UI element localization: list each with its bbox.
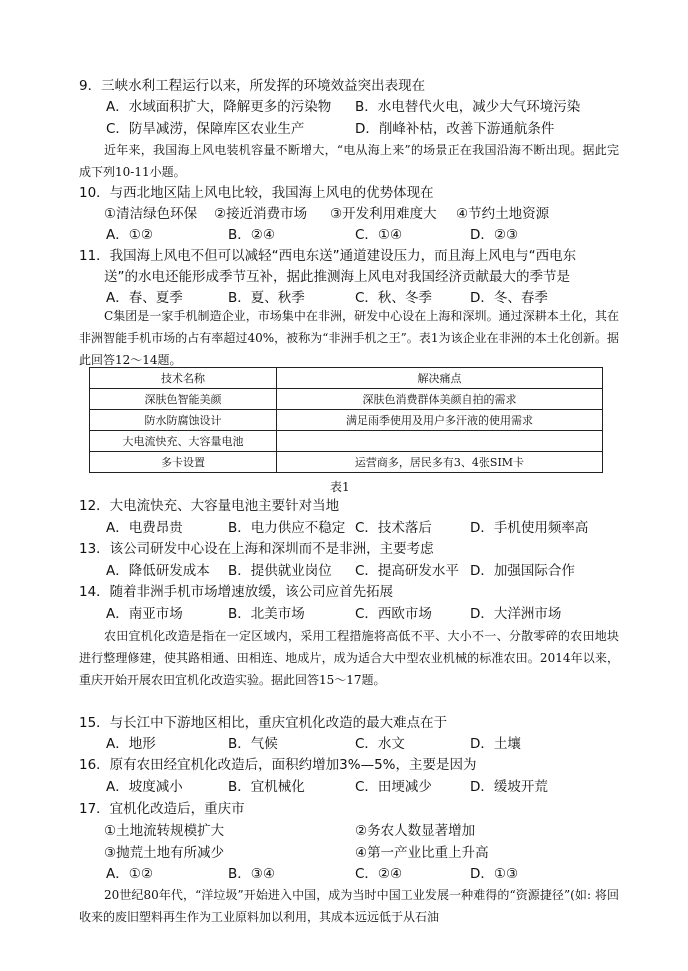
table-cell: 运营商多，居民多有3、4张SIM卡 [277,452,603,473]
question-15-stem: 15．与长江中下游地区相比，重庆宜机化改造的最大难点在于 [79,715,448,731]
q12-option-a: A．电费昂贵 [106,520,183,536]
table-header-tech: 技术名称 [90,368,277,389]
q17-statement-3: ③抛荒土地有所减少 [104,845,225,861]
q14-option-a: A．南亚市场 [106,606,183,622]
table-row [90,452,603,473]
q16-option-a: A．坡度减小 [106,779,183,795]
q17-statement-2: ②务农人数显著增加 [355,823,476,839]
intro-12-14: C集团是一家手机制造企业，市场集中在非洲，研发中心设在上海和深圳。通过深耕本土化，其在非洲智能手机市场的占有率超过40%，被称为“非洲手机之王”。表1为该企业在非洲的本土化创新。据此回答12～14题。 [79,309,619,367]
q17-option-a: A．①② [106,866,153,882]
q14-option-c: C．西欧市场 [355,606,432,622]
intro-10-11: 近年来，我国海上风电装机容量不断增大，“电从海上来”的场景正在我国沿海不断出现。据此完成下列10-11小题。 [79,143,619,179]
table-header-pain: 解决痛点 [277,368,603,389]
q12-option-c: C．技术落后 [355,520,432,536]
question-11-stem-line1: 11．我国海上风电不但可以减轻“西电东送”通道建设压力，而且海上风电与“西电东 [79,248,577,264]
q9-option-a: A．水域面积扩大，降解更多的污染物 [106,99,332,115]
table-1 [89,367,603,473]
q13-option-a: A．降低研发成本 [106,563,210,579]
q12-option-d: D．手机使用频率高 [470,520,589,536]
question-12-stem: 12．大电流快充、大容量电池主要针对当地 [79,498,340,514]
q15-option-c: C．水文 [355,736,405,752]
q10-statement-2: ②接近消费市场 [214,206,308,222]
question-10-stem: 10．与西北地区陆上风电比较，我国海上风电的优势体现在 [79,185,434,201]
q9-option-d: D．削峰补枯，改善下游通航条件 [355,121,555,137]
q11-option-a: A．春、夏季 [106,290,183,306]
table-cell [277,431,603,452]
q17-statement-1: ①土地流转规模扩大 [104,823,225,839]
q11-option-c: C．秋、冬季 [355,290,432,306]
table-caption: 表1 [330,480,350,494]
q17-statement-4: ④第一产业比重上升高 [355,845,489,861]
q16-option-b: B．宜机械化 [228,779,305,795]
q9-option-c: C．防旱减涝，保障库区农业生产 [106,121,305,137]
table-cell: 防水防腐蚀设计 [90,410,277,431]
q10-option-c: C．①④ [355,227,403,243]
q15-option-b: B．气候 [228,736,278,752]
q10-statement-4: ④节约土地资源 [456,206,550,222]
table-header-row [90,368,603,389]
q9-option-b: B．水电替代火电，减少大气环境污染 [355,99,581,115]
question-13-stem: 13．该公司研发中心设在上海和深圳而不是非洲，主要考虑 [79,541,434,557]
q16-option-c: C．田埂减少 [355,779,432,795]
table-row [90,431,603,452]
q10-option-d: D．②③ [470,227,519,243]
q15-option-d: D．土壤 [470,736,521,752]
question-14-stem: 14．随着非洲手机市场增速放缓，该公司应首先拓展 [79,584,394,600]
q13-option-d: D．加强国际合作 [470,563,575,579]
q10-option-b: B．②④ [228,227,275,243]
intro-15-17: 农田宜机化改造是指在一定区域内，采用工程措施将高低不平、大小不一、分散零碎的农田地块进行整理修建，使其路相通、田相连、地成片，成为适合大中型农业机械的标准农田。2014年以来，重庆开始开展农田宜机化改造实验。据此回答15～17题。 [79,629,619,687]
table-cell: 深肤色智能美颜 [90,389,277,410]
q17-option-d: D．①③ [470,866,519,882]
q10-statement-3: ③开发利用难度大 [330,206,437,222]
question-11-stem-line2: 送”的水电还能形成季节互补，据此推测海上风电对我国经济贡献最大的季节是 [104,269,570,285]
q15-option-a: A．地形 [106,736,156,752]
table-cell: 大电流快充、大容量电池 [90,431,277,452]
q17-option-c: C．②④ [355,866,403,882]
question-9-stem: 9．三峡水利工程运行以来，所发挥的环境效益突出表现在 [79,78,426,94]
q13-option-b: B．提供就业岗位 [228,563,332,579]
question-16-stem: 16．原有农田经宜机化改造后，面积约增加3%—5%，主要是因为 [79,757,477,773]
intro-last: 20世纪80年代，“洋垃圾”开始进入中国，成为当时中国工业发展一种难得的“资源捷径”(如: 将回收来的废旧塑料再生作为工业原料加以利用，其成本远远低于从石油 [79,888,619,924]
q14-option-d: D．大洋洲市场 [470,606,562,622]
table-row [90,410,603,431]
q17-option-b: B．③④ [228,866,275,882]
q13-option-c: C．提高研发水平 [355,563,459,579]
q10-statement-1: ①清洁绿色环保 [104,206,198,222]
table-row [90,389,603,410]
table-cell: 多卡设置 [90,452,277,473]
q14-option-b: B．北美市场 [228,606,305,622]
q11-option-b: B．夏、秋季 [228,290,305,306]
q11-option-d: D．冬、春季 [470,290,548,306]
table-cell: 深肤色消费群体美颜自拍的需求 [277,389,603,410]
q16-option-d: D．缓坡开荒 [470,779,548,795]
table-cell: 满足雨季使用及用户多汗液的使用需求 [277,410,603,431]
q10-option-a: A．①② [106,227,153,243]
q12-option-b: B．电力供应不稳定 [228,520,346,536]
question-17-stem: 17．宜机化改造后，重庆市 [79,801,245,817]
